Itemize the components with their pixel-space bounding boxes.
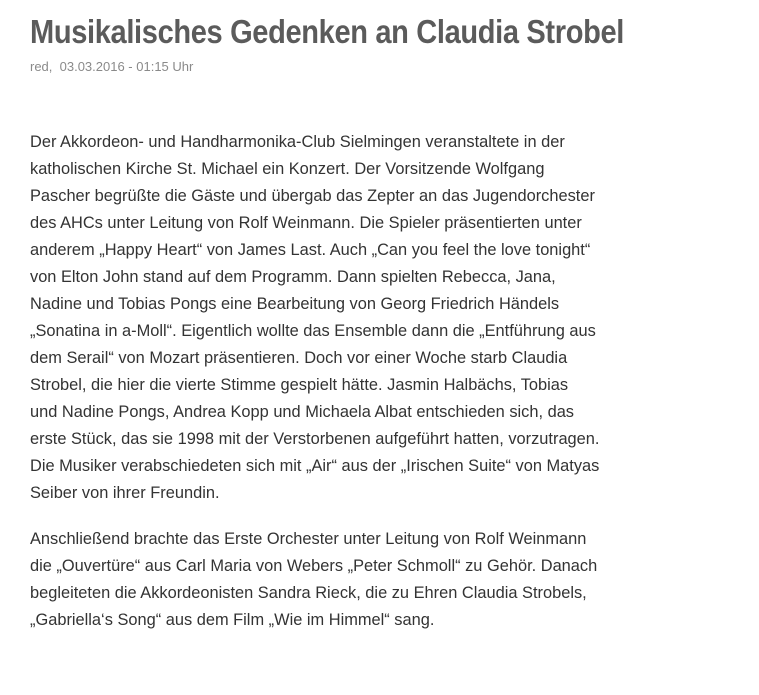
article-body: [30, 129, 600, 634]
article: [30, 0, 759, 653]
article-paragraph: Der Akkordeon- und Handharmonika-Club Sielmingen veranstaltete in der katholischen Kirche St. Michael ein Konzert. Der Vorsitzende Wolfgang Pascher begrüßte die Gäste und übergab das Zepter an das Jugendorchester des AHCs unter Leitung von Rolf Weinmann. Die Spieler präsentierten unter anderem „Happy Heart“ von James Last. Auch „Can you feel the love tonight“ von Elton John stand auf dem Programm. Dann spielten Rebecca, Jana, Nadine und Tobias Pongs eine Bearbeitung von Georg Friedrich Händels „Sonatina in a-Moll“. Eigentlich wollte das Ensemble dann die „Entführung aus dem Serail“ von Mozart präsentieren. Doch vor einer Woche starb Claudia Strobel, die hier die vierte Stimme gespielt hätte. Jasmin Halbächs, Tobias und Nadine Pongs, Andrea Kopp und Michaela Albat entschieden sich, das erste Stück, das sie 1998 mit der Verstorbenen aufgeführt hatten, vorzutragen. Die Musiker verabschiedeten sich mit „Air“ aus der „Irischen Suite“ von Matyas Seiber von ihrer Freundin.: [30, 133, 600, 502]
article-byline: red, 03.03.2016 - 01:15 Uhr: [30, 59, 194, 74]
article-title: Musikalisches Gedenken an Claudia Strobel: [30, 13, 624, 50]
article-paragraph: Anschließend brachte das Erste Orchester unter Leitung von Rolf Weinmann die „Ouvertüre“ aus Carl Maria von Webers „Peter Schmoll“ zu Gehör. Danach begleiteten die Akkordeonisten Sandra Rieck, die zu Ehren Claudia Strobels, „Gabriella‘s Song“ aus dem Film „Wie im Himmel“ sang.: [30, 530, 598, 629]
